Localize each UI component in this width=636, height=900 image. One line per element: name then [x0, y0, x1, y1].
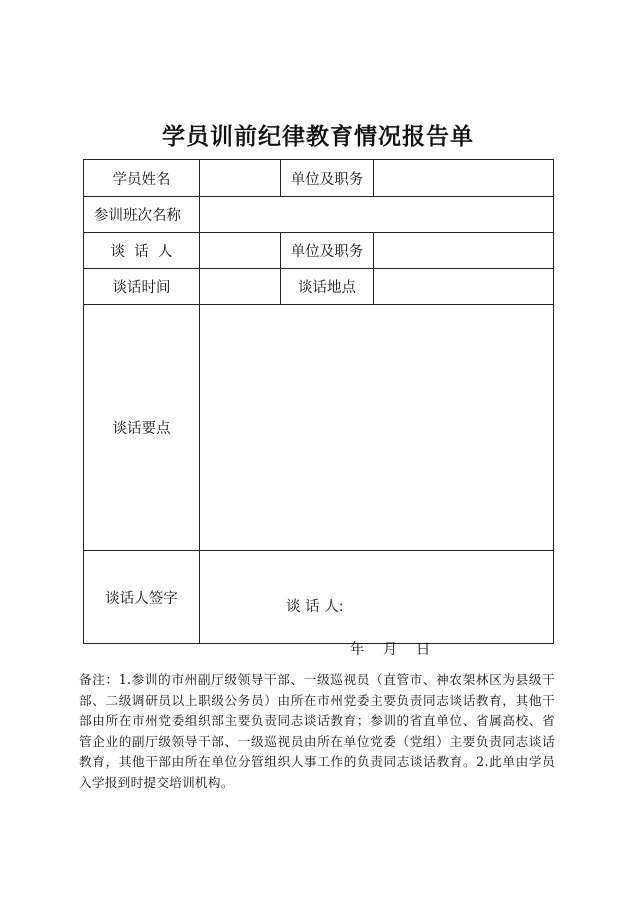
form-title: 学员训前纪律教育情况报告单	[162, 123, 474, 150]
unit-position-field[interactable]	[374, 160, 554, 197]
row-interviewer	[84, 233, 554, 269]
row-signature	[84, 551, 554, 644]
row-class	[84, 197, 554, 233]
student-name-label: 学员姓名	[84, 160, 200, 197]
signature-area	[200, 551, 553, 658]
class-name-field[interactable]	[200, 197, 554, 233]
talk-place-field[interactable]	[374, 269, 554, 305]
unit-position-label: 单位及职务	[281, 160, 374, 197]
signature-date-label: 年 月 日	[350, 642, 431, 658]
row-time-place	[84, 269, 554, 305]
class-name-label: 参训班次名称	[84, 197, 200, 233]
interviewer-unit-label: 单位及职务	[281, 233, 374, 269]
signature-field[interactable]	[200, 551, 554, 658]
talk-time-field[interactable]	[200, 269, 281, 305]
report-form-table	[83, 159, 554, 658]
row-talk-points	[84, 305, 554, 551]
signature-person-label: 谈 话 人:	[286, 599, 344, 615]
student-name-field[interactable]	[200, 160, 281, 197]
signature-label: 谈话人签字	[84, 551, 200, 644]
interviewer-unit-field[interactable]	[374, 233, 554, 269]
interviewer-field[interactable]	[200, 233, 281, 269]
talk-time-label: 谈话时间	[84, 269, 200, 305]
talk-place-label: 谈话地点	[281, 269, 374, 305]
remark-note: 备注：1.参训的市州副厅级领导干部、一级巡视员（直管市、神农架林区为县级干部、二级调研员以上职级公务员）由所在市州党委主要负责同志谈话教育，其他干部由所在市州党委组织部主要负责同志谈话教育；参训的省直单位、省属高校、省管企业的副厅级领导干部、一级巡视员由所在单位党委（党组）主要负责同志谈话教育，其他干部由所在单位分管组织人事工作的负责同志谈话教育。2.此单由学员入学报到时提交培训机构。	[79, 672, 555, 790]
talk-points-label: 谈话要点	[84, 305, 200, 551]
talk-points-field[interactable]	[200, 305, 554, 551]
row-student	[84, 160, 554, 197]
interviewer-label: 谈 话 人	[84, 233, 200, 269]
